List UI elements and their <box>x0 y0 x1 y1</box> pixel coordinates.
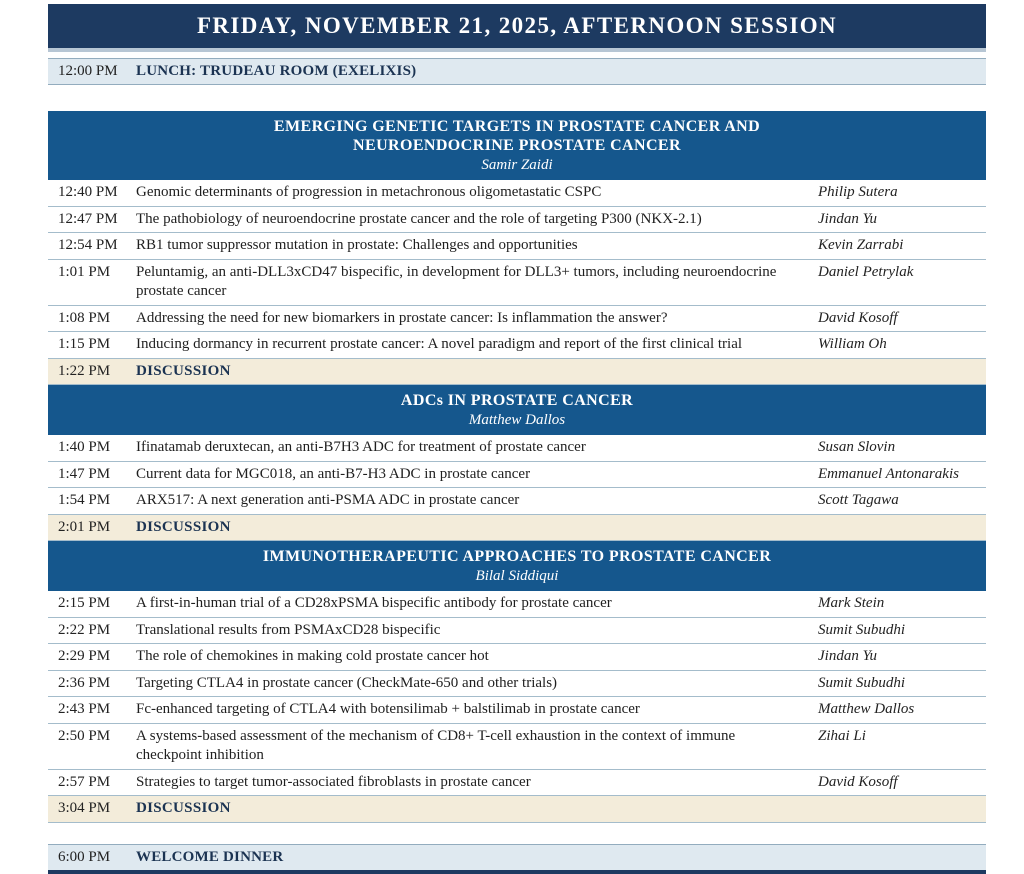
row-title: RB1 tumor suppressor mutation in prostate: Challenges and opportunities <box>136 237 578 253</box>
row-title: A first-in-human trial of a CD28xPSMA bispecific antibody for prostate cancer <box>136 595 612 611</box>
session-banner-title: FRIDAY, NOVEMBER 21, 2025, AFTERNOON SESSION <box>196 13 838 38</box>
row-title: The pathobiology of neuroendocrine prostate cancer and the role of targeting P300 (NKX-2.1) <box>136 210 702 227</box>
discussion-row <box>48 515 986 542</box>
row-time: 1:15 PM <box>58 336 111 352</box>
row-speaker: Jindan Yu <box>818 648 878 664</box>
row-title: DISCUSSION <box>136 800 231 816</box>
section-header-immunotherapeutic <box>48 541 986 591</box>
row-time: 12:47 PM <box>58 210 118 227</box>
row-time: 1:22 PM <box>58 362 111 379</box>
section-emerging-genetic-targets <box>48 111 986 385</box>
row-title: Translational results from PSMAxCD28 bispecific <box>136 621 441 638</box>
agenda-row <box>48 671 986 698</box>
row-speaker: William Oh <box>818 336 887 352</box>
row-speaker: Jindan Yu <box>818 210 878 227</box>
agenda-row <box>48 462 986 489</box>
agenda-row <box>48 644 986 671</box>
agenda-row <box>48 770 986 797</box>
agenda-row <box>48 233 986 260</box>
agenda-row <box>48 618 986 645</box>
row-speaker: Sumit Subudhi <box>818 674 906 691</box>
row-speaker: Daniel Petrylak <box>818 263 914 280</box>
row-title: Genomic determinants of progression in metachronous oligometastatic CSPC <box>136 184 602 200</box>
row-speaker: Susan Slovin <box>818 439 896 455</box>
row-speaker: David Kosoff <box>818 309 898 326</box>
row-time: 2:01 PM <box>58 518 111 535</box>
lunch-row <box>48 58 986 85</box>
row-speaker: Sumit Subudhi <box>818 621 906 638</box>
agenda-row <box>48 724 986 770</box>
row-title: Current data for MGC018, an anti-B7-H3 ADC in prostate cancer <box>136 465 531 482</box>
session-banner <box>48 4 986 52</box>
section-title-line: NEUROENDOCRINE PROSTATE CANCER <box>353 137 681 154</box>
row-time: 2:50 PM <box>58 727 111 744</box>
dinner-row <box>48 844 986 874</box>
agenda-row <box>48 332 986 359</box>
row-title: DISCUSSION <box>136 518 231 535</box>
row-time: 1:47 PM <box>58 465 111 482</box>
agenda-row <box>48 207 986 234</box>
agenda-row <box>48 591 986 618</box>
row-speaker: Philip Sutera <box>818 184 898 200</box>
conference-schedule-page <box>48 0 986 874</box>
agenda-row <box>48 435 986 462</box>
row-title: Inducing dormancy in recurrent prostate cancer: A novel paradigm and report of the first clinical trial <box>136 336 743 352</box>
agenda-row <box>48 260 986 306</box>
row-time: 12:40 PM <box>58 184 118 200</box>
row-title: Targeting CTLA4 in prostate cancer (CheckMate-650 and other trials) <box>136 674 558 691</box>
section-title-line: IMMUNOTHERAPEUTIC APPROACHES TO PROSTATE CANCER <box>262 548 772 565</box>
row-speaker: Scott Tagawa <box>818 492 899 508</box>
row-title: Peluntamig, an anti-DLL3xCD47 bispecific, in development for DLL3+ tumors, including neuroendocrine prostate cancer <box>136 263 777 299</box>
section-moderator: Bilal Siddiqui <box>475 568 559 584</box>
discussion-row <box>48 359 986 386</box>
row-speaker: David Kosoff <box>818 773 898 790</box>
row-title: A systems-based assessment of the mechanism of CD8+ T-cell exhaustion in the context of immune checkpoint inhibition <box>136 727 736 763</box>
row-speaker: Zihai Li <box>818 727 866 744</box>
section-title-line: ADCs IN PROSTATE CANCER <box>400 392 634 409</box>
dinner-time: 6:00 PM <box>58 848 111 865</box>
section-header-emerging-genetic-targets <box>48 111 986 180</box>
agenda-row <box>48 180 986 207</box>
spacer <box>48 85 986 111</box>
dinner-label: WELCOME DINNER <box>136 848 284 865</box>
row-time: 2:15 PM <box>58 595 111 611</box>
row-title: Ifinatamab deruxtecan, an anti-B7H3 ADC for treatment of prostate cancer <box>136 439 586 455</box>
section-header-adcs <box>48 385 986 435</box>
row-speaker: Matthew Dallos <box>818 701 915 717</box>
row-time: 2:22 PM <box>58 621 111 638</box>
row-speaker: Mark Stein <box>818 595 885 611</box>
row-time: 2:43 PM <box>58 701 111 717</box>
row-title: Fc-enhanced targeting of CTLA4 with botensilimab + balstilimab in prostate cancer <box>136 701 640 717</box>
row-time: 1:01 PM <box>58 263 111 280</box>
lunch-label: LUNCH: TRUDEAU ROOM (EXELIXIS) <box>136 63 417 79</box>
row-time: 1:54 PM <box>58 492 111 508</box>
row-time: 1:08 PM <box>58 309 111 326</box>
lunch-time: 12:00 PM <box>58 63 118 79</box>
row-time: 2:29 PM <box>58 648 111 664</box>
row-title: DISCUSSION <box>136 362 231 379</box>
section-adcs <box>48 385 986 541</box>
row-time: 12:54 PM <box>58 237 118 253</box>
section-title-line: EMERGING GENETIC TARGETS IN PROSTATE CANCER AND <box>273 118 761 135</box>
spacer <box>48 823 986 844</box>
agenda-row <box>48 488 986 515</box>
row-title: The role of chemokines in making cold prostate cancer hot <box>136 648 489 664</box>
row-title: ARX517: A next generation anti-PSMA ADC in prostate cancer <box>136 492 520 508</box>
row-title: Addressing the need for new biomarkers in prostate cancer: Is inflammation the answer? <box>136 309 668 326</box>
row-time: 2:36 PM <box>58 674 111 691</box>
row-speaker: Emmanuel Antonarakis <box>818 465 959 482</box>
row-time: 3:04 PM <box>58 800 111 816</box>
section-moderator: Matthew Dallos <box>468 412 566 428</box>
agenda-row <box>48 697 986 724</box>
row-title: Strategies to target tumor-associated fibroblasts in prostate cancer <box>136 773 531 790</box>
row-speaker: Kevin Zarrabi <box>818 237 904 253</box>
section-immunotherapeutic <box>48 541 986 823</box>
section-moderator: Samir Zaidi <box>481 157 553 173</box>
agenda-row <box>48 306 986 333</box>
row-time: 1:40 PM <box>58 439 111 455</box>
discussion-row <box>48 796 986 823</box>
row-time: 2:57 PM <box>58 773 111 790</box>
